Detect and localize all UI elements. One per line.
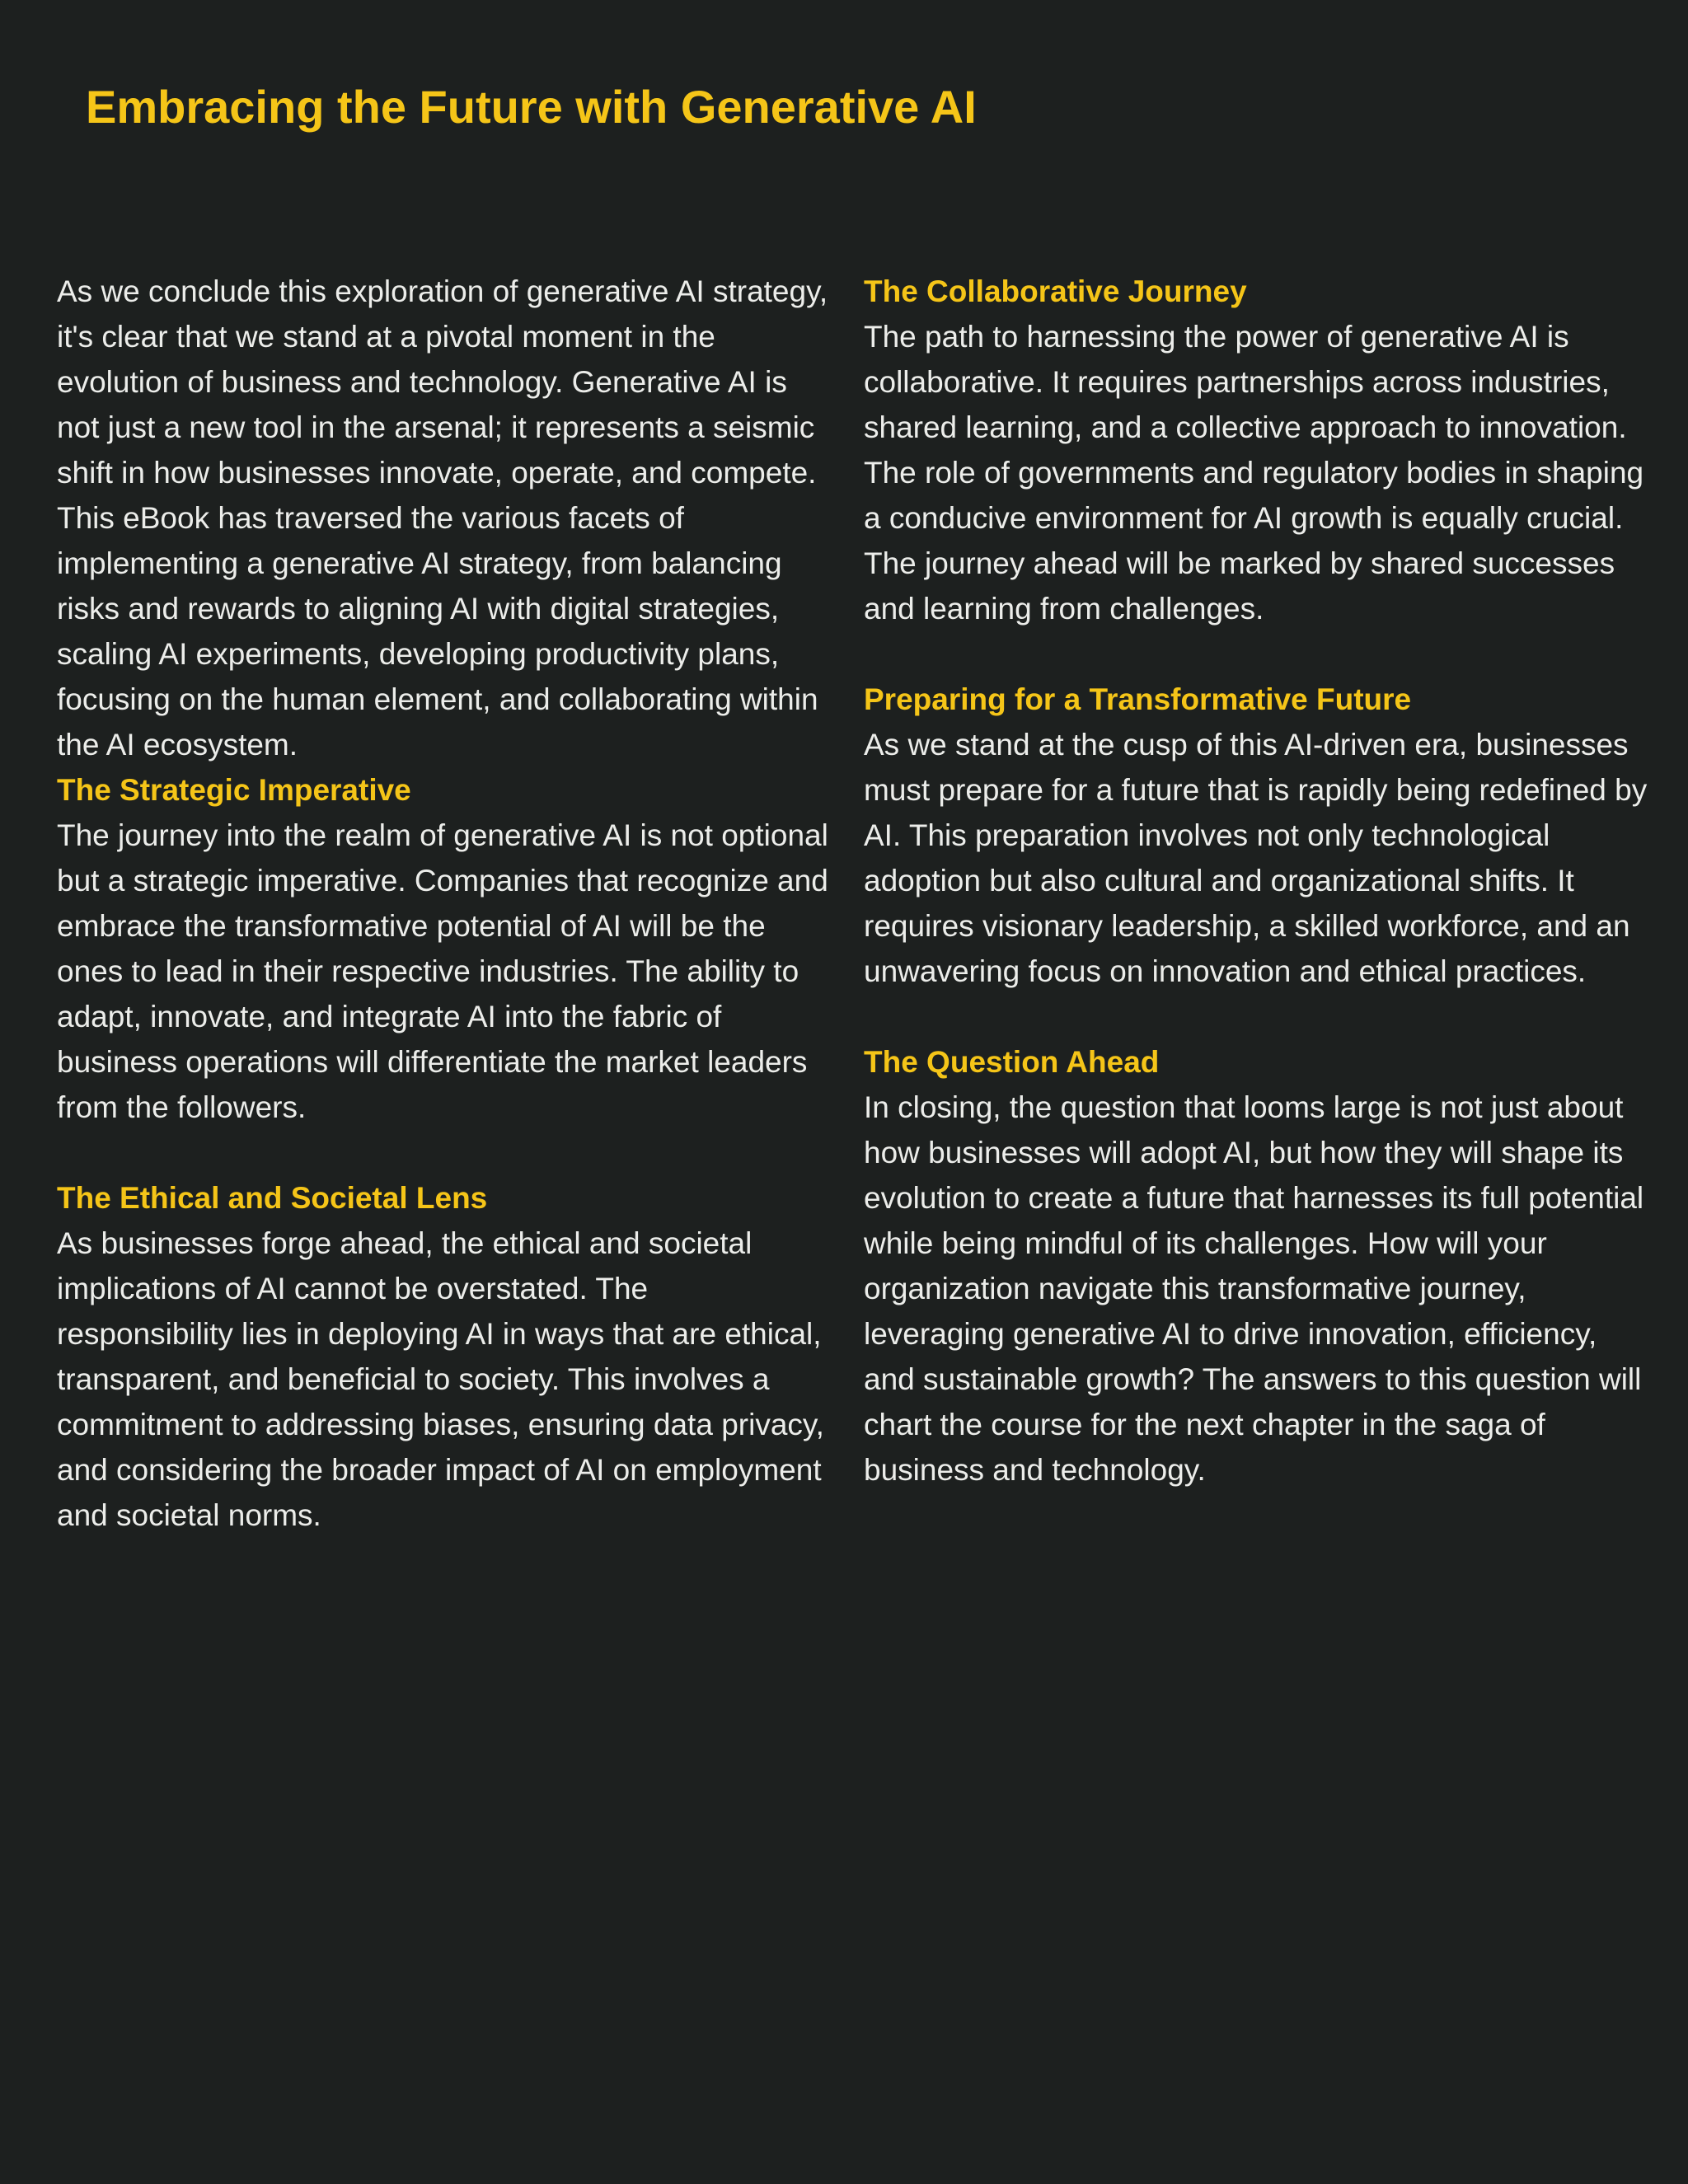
section-question-ahead — [864, 1039, 1651, 1493]
section-body: As businesses forge ahead, the ethical and societal implications of AI cannot be overstated. The responsibility lies in deploying AI in ways that are ethical, transparent, and beneficial to society. This involves a commitment to addressing biases, ensuring data privacy, and considering the broader impact of AI on employment and societal norms. — [57, 1226, 824, 1532]
left-column — [57, 269, 832, 1583]
section-body: As we stand at the cusp of this AI-driven era, businesses must prepare for a future that is rapidly being redefined by AI. This preparation involves not only technological adoption but also cultural and organizational shifts. It requires visionary leadership, a skilled workforce, and an unwavering focus on innovation and ethical practices. — [864, 728, 1648, 988]
section-heading: Preparing for a Transformative Future — [864, 682, 1412, 716]
page-title: Embracing the Future with Generative AI — [86, 81, 977, 133]
section-body: The journey into the realm of generative AI is not optional but a strategic imperative. Companies that recognize and embrace the transformative potential of AI will be the ones to lead in their respective industries. The ability to adapt, innovate, and integrate AI into the fabric of business operations will differentiate the market leaders from the followers. — [57, 818, 828, 1124]
section-strategic-imperative — [57, 767, 832, 1130]
section-heading: The Strategic Imperative — [57, 773, 411, 807]
section-heading: The Ethical and Societal Lens — [57, 1181, 488, 1215]
section-heading: The Collaborative Journey — [864, 274, 1247, 308]
section-ethical-societal-lens — [57, 1175, 832, 1538]
intro-paragraph: As we conclude this exploration of generative AI strategy, it's clear that we stand at a pivotal moment in the evolution of business and technology. Generative AI is not just a new tool in the arsenal; it represents a seismic shift in how businesses innovate, operate, and compete. This eBook has traversed the various facets of implementing a generative AI strategy, from balancing risks and rewards to aligning AI with digital strategies, scaling AI experiments, developing productivity plans, focusing on the human element, and collaborating within the AI ecosystem. — [57, 274, 828, 762]
section-transformative-future — [864, 677, 1651, 994]
section-body: In closing, the question that looms large is not just about how businesses will adopt AI, but how they will shape its evolution to create a future that harnesses its full potential while being mindful of its challenges. How will your organization navigate this transformative journey, leveraging generative AI to drive innovation, efficiency, and sustainable growth? The answers to this question will chart the course for the next chapter in the saga of business and technology. — [864, 1090, 1644, 1487]
section-collaborative-journey — [864, 269, 1651, 631]
section-body: The path to harnessing the power of generative AI is collaborative. It requires partnerships across industries, shared learning, and a collective approach to innovation. The role of governments and regulatory bodies in shaping a conducive environment for AI growth is equally crucial. The journey ahead will be marked by shared successes and learning from challenges. — [864, 320, 1644, 626]
section-heading: The Question Ahead — [864, 1045, 1160, 1079]
right-column — [864, 269, 1651, 1538]
